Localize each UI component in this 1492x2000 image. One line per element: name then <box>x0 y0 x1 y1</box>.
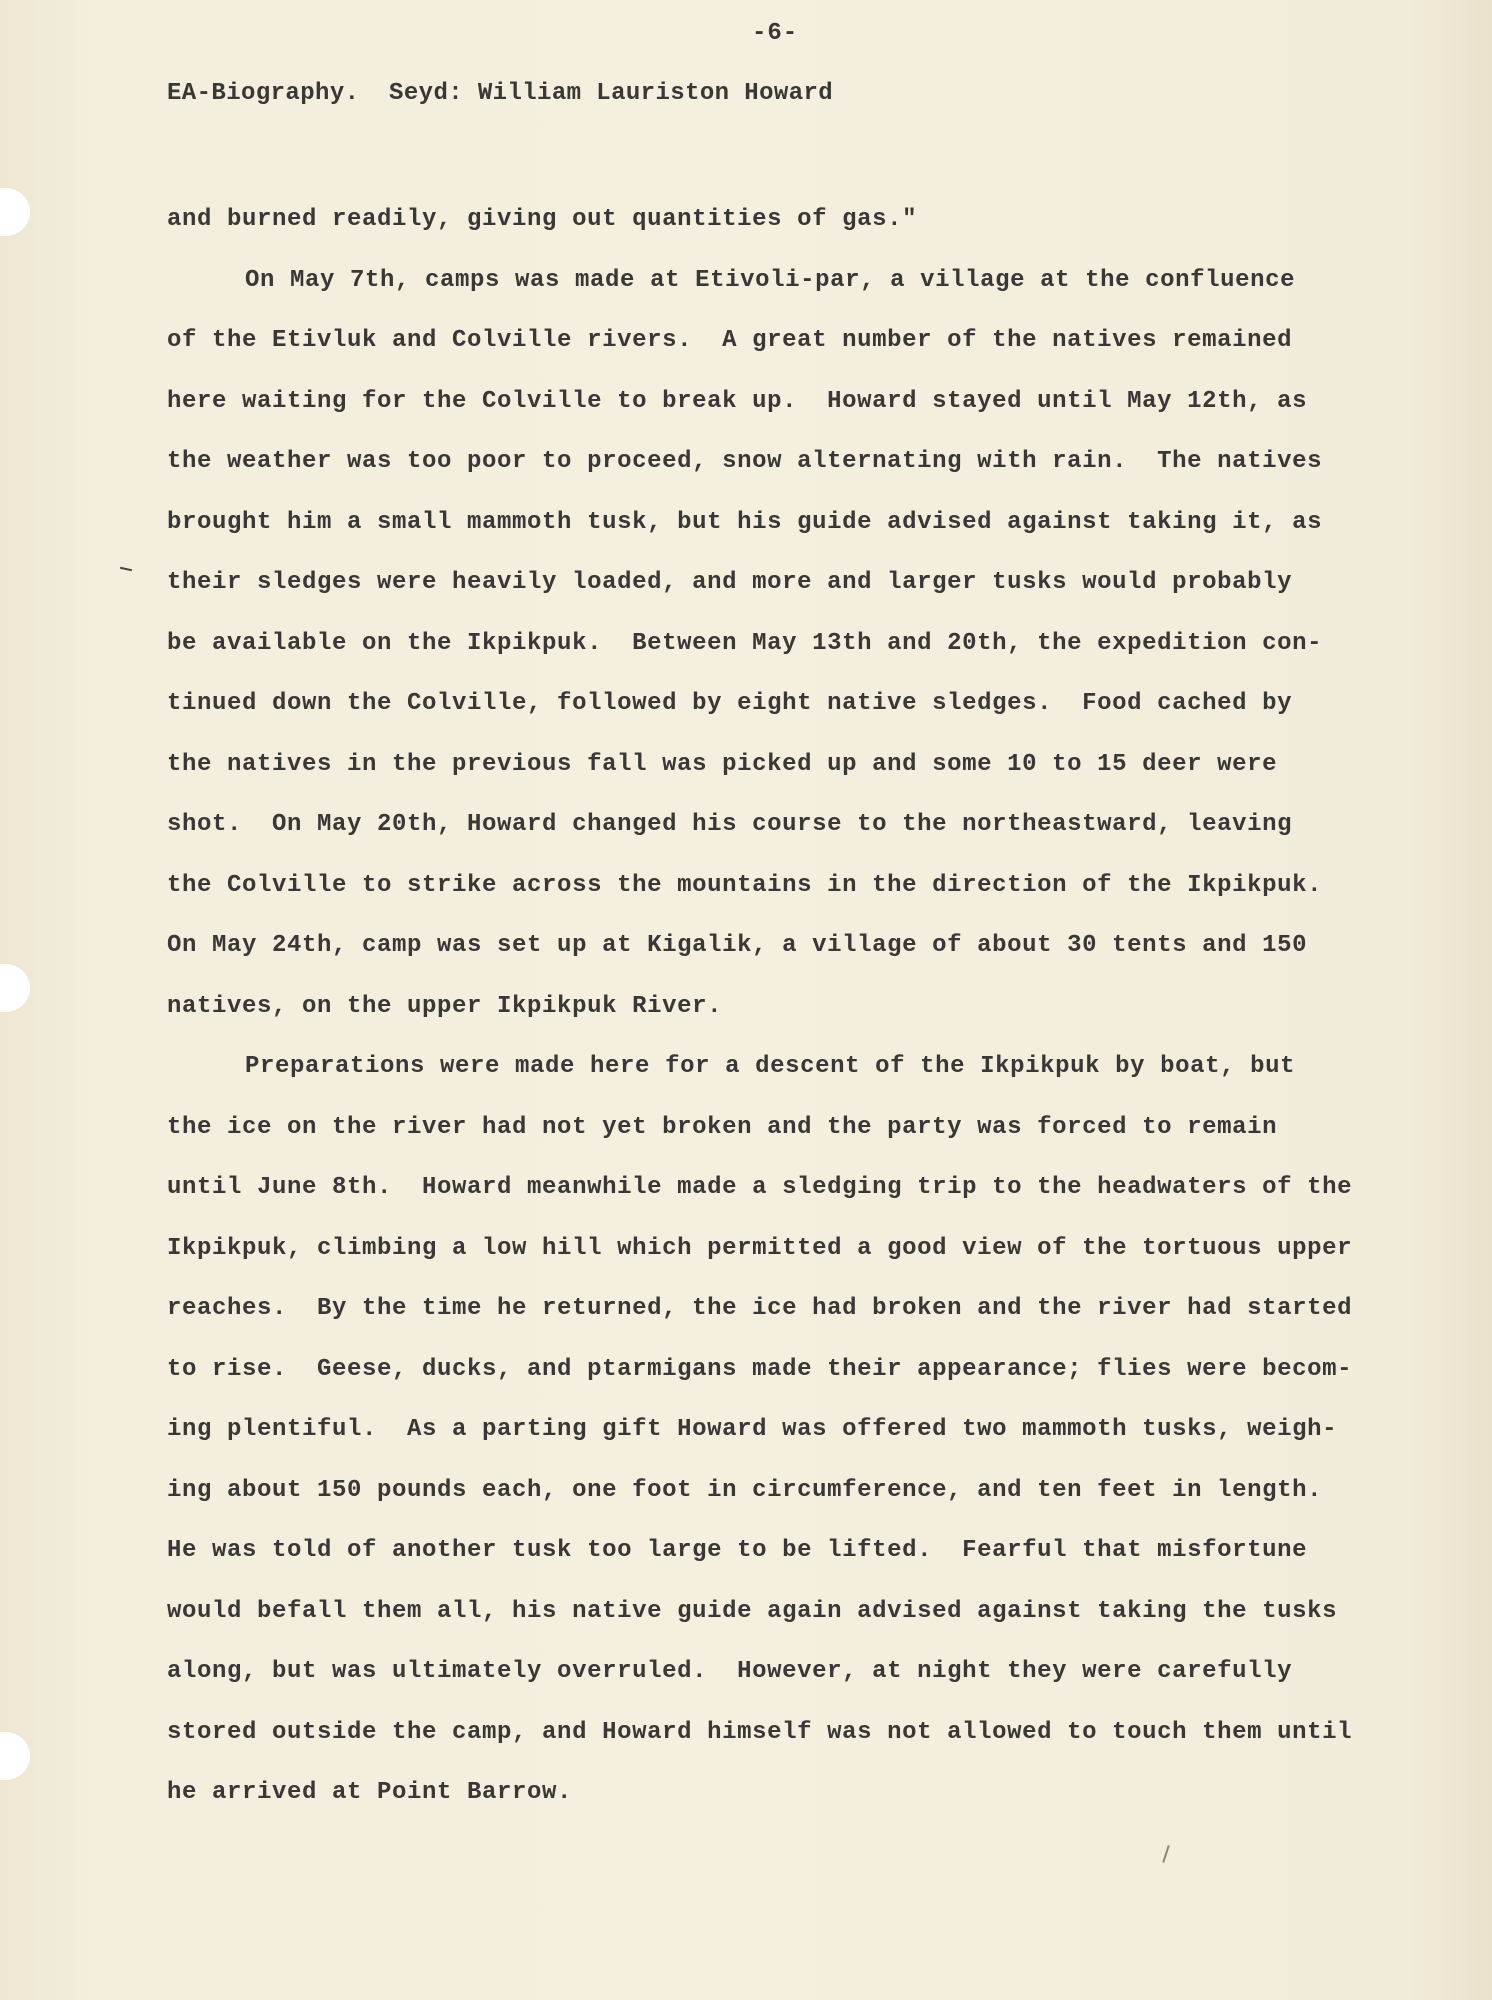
text-line: ing about 150 pounds each, one foot in circumference, and ten feet in length. <box>167 1476 1323 1504</box>
punch-hole-middle <box>0 964 30 1012</box>
text-line: their sledges were heavily loaded, and more and larger tusks would probably <box>167 569 1293 596</box>
text-line: brought him a small mammoth tusk, but his guide advised against taking it, as <box>167 508 1323 536</box>
text-line: and burned readily, giving out quantities of gas." <box>167 206 918 233</box>
punch-hole-bottom <box>0 1732 30 1780</box>
text-line: He was told of another tusk too large to be lifted. Fearful that misfortune <box>167 1537 1308 1564</box>
text-line: stored outside the camp, and Howard himself was not allowed to touch them until <box>167 1718 1353 1746</box>
text-line: be available on the Ikpikpuk. Between May 13th and 20th, the expedition con- <box>167 629 1323 657</box>
text-line: he arrived at Point Barrow. <box>167 1779 573 1806</box>
text-line: the ice on the river had not yet broken and the party was forced to remain <box>167 1113 1278 1141</box>
text-line: here waiting for the Colville to break up. Howard stayed until May 12th, as <box>167 387 1308 415</box>
text-line: to rise. Geese, ducks, and ptarmigans made their appearance; flies were becom- <box>167 1355 1353 1383</box>
text-line: ing plentiful. As a parting gift Howard was offered two mammoth tusks, weigh- <box>167 1416 1338 1443</box>
text-line: the Colville to strike across the mountains in the direction of the Ikpikpuk. <box>167 871 1323 899</box>
pencil-mark <box>1162 1845 1169 1863</box>
text-line: until June 8th. Howard meanwhile made a sledging trip to the headwaters of the <box>167 1174 1353 1201</box>
text-line: would befall them all, his native guide again advised against taking the tusks <box>167 1597 1338 1625</box>
text-line: the weather was too poor to proceed, snow alternating with rain. The natives <box>167 448 1323 475</box>
text-line: On May 24th, camp was set up at Kigalik, a village of about 30 tents and 150 <box>167 932 1308 959</box>
running-header: EA-Biography. Seyd: William Lauriston Howard <box>167 80 834 107</box>
text-line: along, but was ultimately overruled. However, at night they were carefully <box>167 1658 1293 1685</box>
text-line: Ikpikpuk, climbing a low hill which permitted a good view of the tortuous upper <box>167 1234 1353 1262</box>
text-line: shot. On May 20th, Howard changed his course to the northeastward, leaving <box>167 811 1293 838</box>
text-line: of the Etivluk and Colville rivers. A great number of the natives remained <box>167 327 1293 354</box>
text-line: natives, on the upper Ikpikpuk River. <box>167 992 723 1020</box>
page-number: -6- <box>752 20 799 47</box>
body-text <box>167 205 1377 1839</box>
text-line: On May 7th, camps was made at Etivoli-par, a village at the confluence <box>245 266 1296 294</box>
text-line: reaches. By the time he returned, the ice had broken and the river had started <box>167 1295 1353 1322</box>
punch-hole-top <box>0 188 30 236</box>
text-line: tinued down the Colville, followed by eight native sledges. Food cached by <box>167 690 1293 717</box>
text-line: the natives in the previous fall was picked up and some 10 to 15 deer were <box>167 750 1278 778</box>
text-line: Preparations were made here for a descent of the Ikpikpuk by boat, but <box>245 1053 1296 1080</box>
margin-mark <box>120 567 132 571</box>
